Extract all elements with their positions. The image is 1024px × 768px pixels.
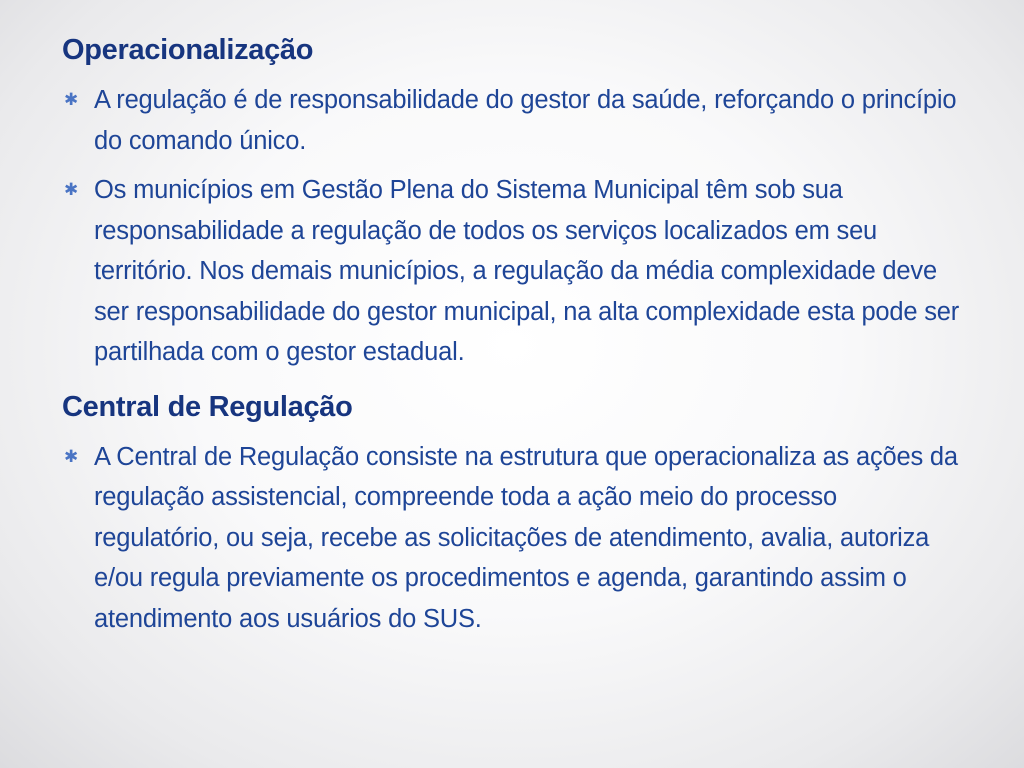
asterisk-bullet-icon: ✱ bbox=[64, 180, 79, 199]
bullet-list-operacionalizacao bbox=[62, 80, 964, 373]
bullet-text: A Central de Regulação consiste na estrutura que operacionaliza as ações da regulação assistencial, compreende toda a ação meio do processo regulatório, ou seja, recebe as solicitações de atendimento, avalia, autoriza e/ou regula previamente os procedimentos e agenda, garantindo assim o atendimento aos usuários do SUS. bbox=[94, 442, 958, 633]
bullet-text: A regulação é de responsabilidade do gestor da saúde, reforçando o princípio do comando único. bbox=[94, 86, 957, 155]
asterisk-bullet-icon: ✱ bbox=[64, 446, 79, 466]
asterisk-bullet-icon: ✱ bbox=[64, 90, 79, 109]
bullet-item bbox=[62, 80, 964, 161]
bullet-text: Os municípios em Gestão Plena do Sistema Municipal têm sob sua responsabilidade a regulação de todos os serviços localizados em seu território. Nos demais municípios, a regulação da média complexidade deve ser responsabilidade do gestor municipal, na alta complexidade esta pode ser partilhada com o gestor estadual. bbox=[94, 176, 960, 366]
bullet-item bbox=[62, 170, 964, 373]
bullet-item bbox=[62, 437, 964, 640]
section-heading-operacionalizacao: Operacionalização bbox=[62, 34, 314, 66]
bullet-list-central-de-regulacao bbox=[62, 437, 964, 640]
section-heading-central-de-regulacao: Central de Regulação bbox=[62, 390, 353, 423]
